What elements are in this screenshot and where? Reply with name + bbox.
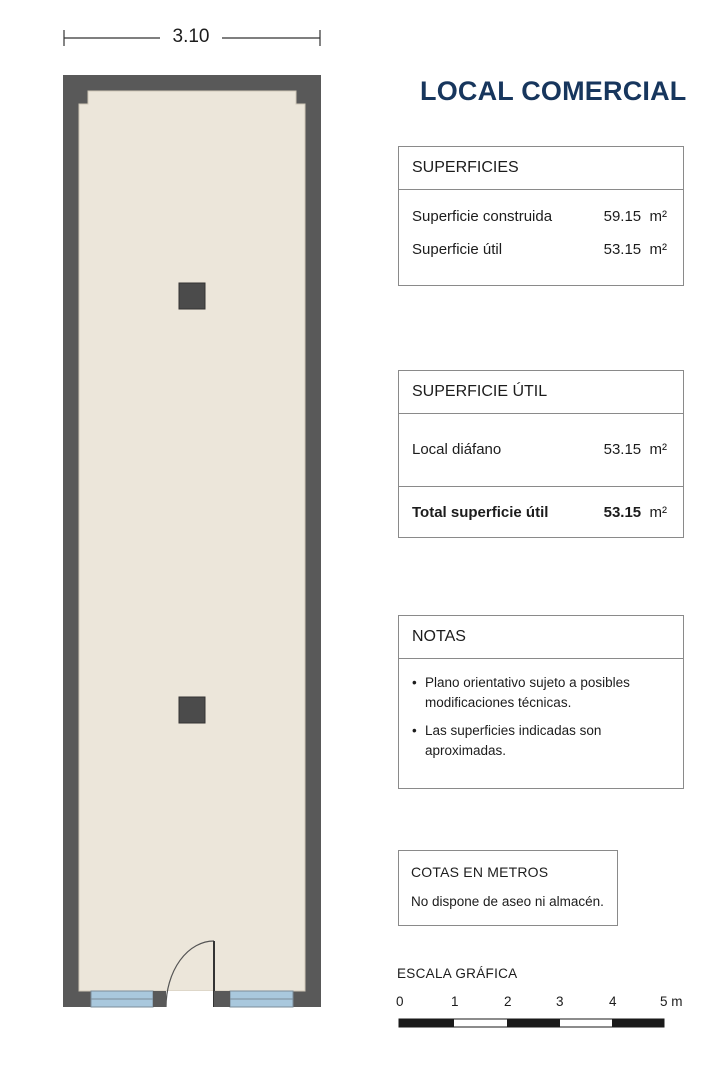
total-value: 53.15 <box>603 504 642 521</box>
row-value-group <box>604 208 667 225</box>
scale-bar <box>398 1018 678 1030</box>
column-lower <box>179 697 205 723</box>
superficie-util-row <box>399 241 683 258</box>
page-title: LOCAL COMERCIAL <box>420 76 687 106</box>
cotas-text: No dispone de aseo ni almacén. <box>411 894 604 909</box>
cotas-heading: COTAS EN METROS <box>411 864 549 880</box>
wall-pier-left <box>153 991 162 1007</box>
list-item: • Plano orientativo sujeto a posibles modificaciones técnicas. <box>412 673 663 713</box>
total-label: Total superficie útil <box>412 504 549 521</box>
notas-list <box>399 659 683 761</box>
scale-tick-1: 1 <box>451 994 459 1009</box>
scale-tick-5: 5 m <box>660 994 683 1009</box>
row-unit: m² <box>649 441 667 458</box>
list-item: • Las superficies indicadas son aproximadas. <box>412 721 663 761</box>
scale-title: ESCALA GRÁFICA <box>397 966 518 981</box>
floor-area <box>79 91 305 991</box>
scale-tick-4: 4 <box>609 994 617 1009</box>
row-label: Superficie útil <box>412 241 503 258</box>
total-value-group <box>604 487 667 539</box>
superficies-panel <box>398 146 684 286</box>
row-label: Local diáfano <box>412 441 502 458</box>
total-unit: m² <box>649 504 667 521</box>
scale-tick-0: 0 <box>396 994 404 1009</box>
notas-panel <box>398 615 684 789</box>
wall-pier-right <box>218 991 230 1007</box>
superficie-util-panel <box>398 370 684 538</box>
scale-tick-2: 2 <box>504 994 512 1009</box>
superficie-util-heading: SUPERFICIE ÚTIL <box>399 371 683 414</box>
total-superficie-util-row <box>399 486 683 539</box>
superficie-construida-row <box>399 208 683 225</box>
cotas-panel <box>398 850 618 926</box>
row-value: 53.15 <box>603 241 642 258</box>
row-value-group <box>604 414 667 486</box>
row-value-group <box>604 241 667 258</box>
notas-heading: NOTAS <box>399 616 683 659</box>
superficies-heading: SUPERFICIES <box>399 147 683 190</box>
column-upper <box>179 283 205 309</box>
row-unit: m² <box>649 241 667 258</box>
row-label: Superficie construida <box>412 208 553 225</box>
row-unit: m² <box>649 208 667 225</box>
scale-tick-3: 3 <box>556 994 564 1009</box>
local-diafano-row <box>399 414 683 486</box>
row-value: 59.15 <box>603 208 642 225</box>
width-dimension-label: 3.10 <box>160 26 222 48</box>
row-value: 53.15 <box>603 441 642 458</box>
